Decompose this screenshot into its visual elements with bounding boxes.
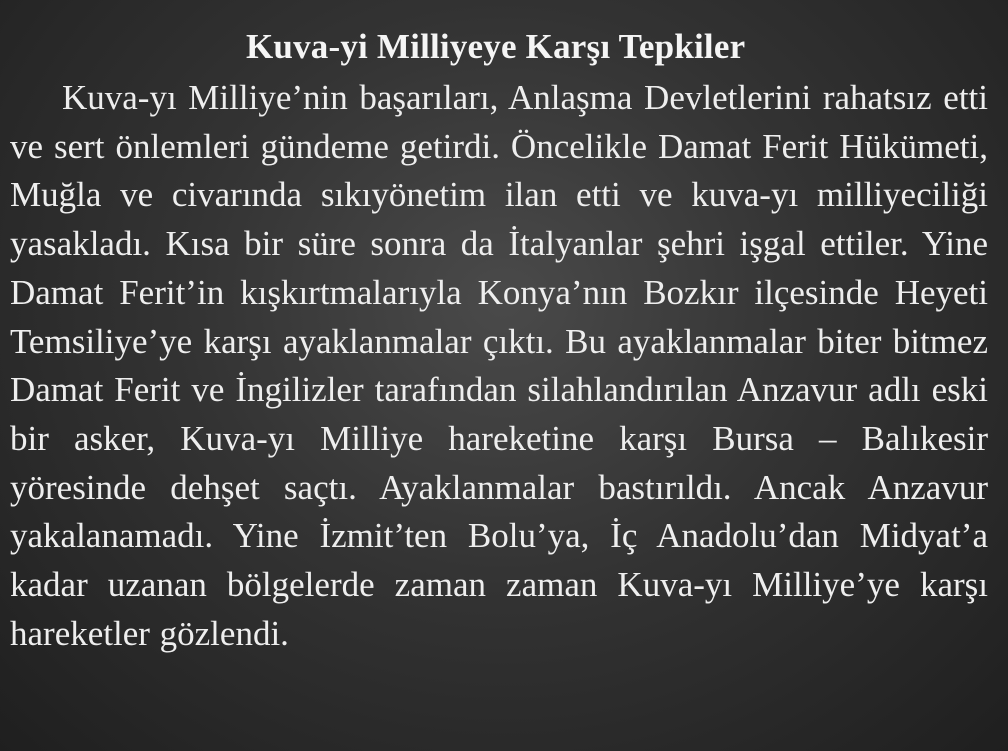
- slide-paragraph: Kuva-yı Milliye’nin başarıları, Anlaşma Devletlerini rahatsız etti ve sert önlemleri gündeme getirdi. Öncelikle Damat Ferit Hükümeti, Muğla ve civarında sıkıyönetim ilan etti ve kuva-yı milliyeciliği yasakladı. Kısa bir süre sonra da İtalyanlar şehri işgal ettiler. Yine Damat Ferit’in kışkırtmalarıyla Konya’nın Bozkır ilçesinde Heyeti Temsiliye’ye karşı ayaklanmalar çıktı. Bu ayaklanmalar biter bitmez Damat Ferit ve İngilizler tarafından silahlandırılan Anzavur adlı eski bir asker, Kuva-yı Milliye hareketine karşı Bursa – Balıkesir yöresinde dehşet saçtı. Ayaklanmalar bastırıldı. Ancak Anzavur yakalanamadı. Yine İzmit’ten Bolu’ya, İç Anadolu’dan Midyat’a kadar uzanan bölgelerde zaman zaman Kuva-yı Milliye’ye karşı hareketler gözlendi.: [10, 78, 988, 653]
- slide-title: Kuva-yi Milliyeye Karşı Tepkiler: [246, 27, 746, 66]
